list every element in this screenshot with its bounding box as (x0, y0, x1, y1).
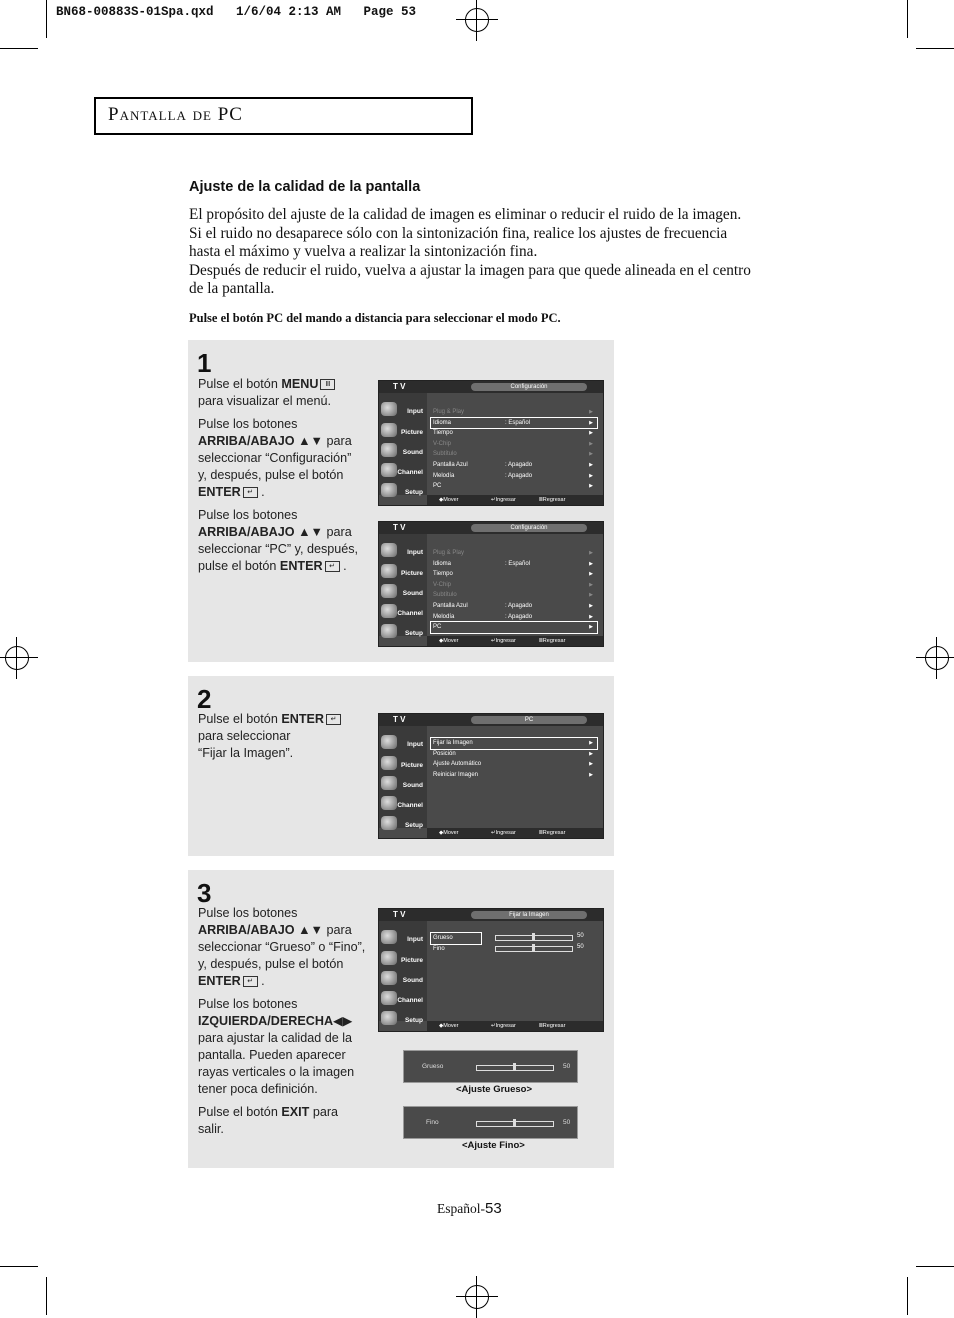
osd-side-item[interactable] (381, 775, 425, 793)
osd-menu-title: PC (471, 716, 587, 724)
osd-side-label: Setup (404, 1017, 423, 1024)
chevron-right-icon: ▶ (589, 740, 593, 746)
move-hint: ◆ Mover (439, 497, 459, 503)
osd-menu-item[interactable] (431, 749, 597, 760)
osd-item-label: Idioma (433, 419, 452, 426)
slider-knob[interactable] (513, 1063, 516, 1071)
osd-menu-item[interactable] (431, 933, 481, 944)
setup-icon (381, 483, 397, 497)
enter-icon: ↵ (326, 714, 341, 725)
enter-key: ENTER (281, 712, 325, 726)
text: pantalla. Pueden aparecer (198, 1048, 346, 1062)
input-icon (381, 402, 397, 416)
chevron-right-icon: ▶ (589, 771, 593, 778)
osd-item-label: Plug & Play (433, 550, 465, 556)
osd-side-label: Input (407, 741, 423, 748)
return-label: Regresar (542, 1023, 566, 1029)
fine-adjust-osd (403, 1106, 578, 1139)
fine-value: 50 (577, 944, 584, 950)
enter-hint: ↵ Ingresar (491, 1023, 516, 1029)
osd-side-label: Picture (400, 429, 423, 436)
enter-icon: ↵ (243, 487, 258, 498)
move-label: Mover (443, 1023, 459, 1029)
osd-menu-list (431, 933, 597, 954)
osd-side-item[interactable] (381, 462, 425, 480)
osd-footer (427, 1021, 603, 1031)
intro-line: El propósito del ajuste de la calidad de imagen es eliminar o reducir el ruido de la imagen. (189, 206, 742, 223)
text: rayas verticales o la imagen (198, 1065, 355, 1079)
move-label: Mover (443, 497, 459, 503)
tv-osd-screen (378, 908, 604, 1032)
return-label: Regresar (542, 638, 566, 644)
osd-side-item[interactable] (381, 442, 425, 460)
enter-icon: ↵ (325, 561, 340, 572)
osd-side-item[interactable] (381, 583, 425, 601)
return-hint: Ⅲ Regresar (539, 638, 566, 644)
chevron-right-icon: ▶ (589, 461, 593, 468)
osd-side-label: Picture (400, 762, 423, 769)
move-hint: ◆ Mover (439, 638, 459, 644)
coarse-slider[interactable] (476, 1065, 554, 1071)
osd-menu-item[interactable] (431, 590, 597, 601)
text: Pulse los botones (198, 997, 298, 1011)
section-title: Pantalla de PC (108, 104, 243, 125)
osd-titlebar (379, 381, 603, 393)
text: seleccionar “PC” y, después, (198, 542, 359, 556)
osd-menu-item[interactable] (431, 580, 597, 591)
text: para (326, 923, 352, 937)
osd-side-item[interactable] (381, 929, 425, 947)
osd-menu-list (431, 738, 597, 780)
text: para visualizar el menú. (198, 394, 331, 408)
text: para (326, 525, 352, 539)
sound-icon (381, 443, 397, 457)
crop-mark (907, 0, 908, 38)
osd-item-label: Grueso (433, 935, 453, 941)
fine-value: 50 (563, 1119, 571, 1126)
osd-item-label: PC (433, 483, 442, 490)
osd-side-label: Sound (402, 590, 423, 597)
osd-side-label: Input (407, 936, 423, 943)
osd-side-item[interactable] (381, 401, 425, 419)
coarse-adjust-osd (403, 1050, 578, 1083)
osd-menu-item[interactable] (431, 428, 597, 439)
text: Pulse los botones (198, 417, 298, 431)
osd-side-item[interactable] (381, 815, 425, 833)
picture-icon (381, 756, 397, 770)
picture-icon (381, 564, 397, 578)
osd-side-item[interactable] (381, 990, 425, 1008)
crop-mark (907, 1277, 908, 1315)
return-hint: Ⅲ Regresar (539, 497, 566, 503)
osd-item-value: : Apagado (505, 461, 533, 468)
osd-tv-label: T V (393, 910, 406, 919)
osd-item-label: Reiniciar Imagen (433, 771, 479, 778)
osd-side-item[interactable] (381, 1010, 425, 1028)
chevron-right-icon: ▶ (589, 602, 593, 609)
registration-mark (5, 646, 29, 670)
chevron-right-icon: ▶ (589, 750, 593, 757)
osd-side-label: Setup (404, 630, 423, 637)
chevron-right-icon: ▶ (589, 624, 593, 631)
coarse-slider[interactable] (495, 935, 573, 941)
osd-menu-item[interactable] (431, 738, 597, 749)
intro-line: de la pantalla. (189, 280, 275, 298)
osd-side-item[interactable] (381, 950, 425, 968)
crop-mark (0, 1266, 38, 1267)
osd-sidebar (379, 921, 427, 1024)
crop-mark (916, 1266, 954, 1267)
osd-item-label: Melodía (433, 472, 455, 479)
osd-menu-item[interactable] (431, 407, 597, 418)
osd-item-label: Pantalla Azul (433, 602, 468, 609)
tv-osd-screen (378, 521, 604, 647)
return-hint: Ⅲ Regresar (539, 1023, 566, 1029)
crop-mark (916, 48, 954, 49)
osd-item-value: : Apagado (505, 472, 533, 479)
osd-item-label: V-Chip (433, 581, 452, 588)
osd-side-item[interactable] (381, 563, 425, 581)
osd-titlebar (379, 714, 603, 726)
tv-osd-screen (378, 713, 604, 839)
updown-arrows-icon: ▲▼ (298, 434, 323, 448)
fine-label: Fino (426, 1119, 439, 1126)
osd-side-item[interactable] (381, 542, 425, 560)
enter-key: ENTER (198, 974, 241, 988)
channel-icon (381, 991, 397, 1005)
enter-label: Ingresar (495, 1023, 516, 1029)
osd-item-label: Ajuste Automático (433, 761, 482, 768)
osd-side-item[interactable] (381, 734, 425, 752)
step-instructions (198, 711, 373, 768)
step-number: 3 (197, 878, 212, 908)
registration-mark (465, 8, 489, 32)
step-instructions: Pulse el botón MENU Ⅲ para visualizar el menú. Pulse los botones ARRIBA/ABAJO ▲▼ para seleccionar “Configuración” y, después, pulse el botón ENTER ↵ . Pulse los botones ARRIBA/ABAJO ▲▼ para seleccionar “PC” y, después, pulse el botón ENTER ↵ . (198, 377, 359, 573)
enter-hint: ↵ Ingresar (491, 497, 516, 503)
picture-icon (381, 951, 397, 965)
chevron-right-icon: ▶ (589, 483, 593, 490)
osd-item-label: Tiempo (433, 430, 453, 437)
setup-icon (381, 1011, 397, 1025)
osd-side-label: Sound (402, 977, 423, 984)
osd-menu-item[interactable] (431, 569, 597, 580)
step-instructions: Pulse los botones ARRIBA/ABAJO ▲▼ para seleccionar “Grueso” o “Fino”, y, después, pulse el botón ENTER ↵ . Pulse los botones IZQUIERDA/DERECHA◀▶ para ajustar la calidad de la pantalla. Pueden aparecer rayas verticales o la imagen tener poca definición. Pulse el botón EXIT para salir. (198, 906, 366, 1136)
chevron-right-icon: ▶ (589, 613, 593, 620)
crop-mark (46, 0, 47, 38)
osd-item-value: : Español (505, 560, 531, 567)
enter-hint: ↵ Ingresar (491, 638, 516, 644)
coarse-caption: <Ajuste Grueso> (456, 1084, 533, 1095)
return-hint: Ⅲ Regresar (539, 830, 566, 836)
text: Pulse el botón (198, 377, 282, 391)
chevron-right-icon: ▶ (589, 409, 593, 415)
chevron-right-icon: ▶ (589, 761, 593, 768)
osd-item-label: Tiempo (433, 571, 453, 578)
footer-language: Español- (437, 1201, 485, 1216)
osd-side-item[interactable] (381, 970, 425, 988)
coarse-value: 50 (577, 933, 584, 939)
text: seleccionar “Grueso” o “Fino”, (198, 940, 366, 954)
osd-item-label: Posición (433, 750, 456, 757)
text: Pulse el botón (198, 1105, 282, 1119)
coarse-label: Grueso (422, 1063, 444, 1070)
osd-item-label: Fijar la Imagen (433, 740, 473, 746)
osd-sidebar (379, 393, 427, 495)
osd-side-item[interactable] (381, 482, 425, 500)
osd-item-label: V-Chip (433, 440, 452, 447)
osd-sidebar (379, 534, 427, 636)
registration-mark (465, 1285, 489, 1309)
osd-item-label: Subtítulo (433, 451, 457, 458)
osd-menu-title: Configuración (471, 524, 587, 532)
osd-menu-item[interactable] (431, 449, 597, 460)
chevron-right-icon: ▶ (589, 592, 593, 599)
exit-key: EXIT (281, 1105, 310, 1119)
chevron-right-icon: ▶ (589, 472, 593, 479)
return-label: Regresar (542, 830, 566, 836)
bold-note: Pulse el botón PC del mando a distancia para seleccionar el modo PC. (189, 311, 561, 325)
osd-item-label: PC (433, 624, 442, 631)
page-number: 53 (485, 1200, 502, 1217)
text: “Fijar la Imagen”. (198, 746, 294, 760)
menu-icon: Ⅲ (320, 379, 335, 390)
page-heading: Ajuste de la calidad de la pantalla (189, 179, 421, 195)
osd-item-label: Idioma (433, 560, 452, 567)
osd-menu-item[interactable] (431, 601, 597, 612)
osd-item-label: Fino (433, 945, 445, 952)
step-number: 2 (197, 684, 212, 714)
crop-mark (0, 48, 38, 49)
channel-icon (381, 463, 397, 477)
text: para seleccionar (198, 729, 291, 743)
osd-side-label: Channel (397, 802, 423, 809)
osd-side-label: Channel (397, 469, 423, 476)
channel-icon (381, 604, 397, 618)
text: para (309, 1105, 339, 1119)
slider-knob[interactable] (532, 933, 535, 941)
osd-item-label: Pantalla Azul (433, 461, 468, 468)
osd-side-label: Picture (400, 957, 423, 964)
picture-icon (381, 423, 397, 437)
osd-footer (427, 828, 603, 838)
chevron-right-icon: ▶ (589, 451, 593, 458)
text: para (326, 434, 352, 448)
osd-item-value: : Apagado (505, 613, 533, 620)
menu-key: MENU (281, 377, 319, 391)
osd-side-label: Sound (402, 449, 423, 456)
sound-icon (381, 971, 397, 985)
osd-side-label: Input (407, 408, 423, 415)
channel-icon (381, 796, 397, 810)
move-label: Mover (443, 830, 459, 836)
setup-icon (381, 816, 397, 830)
updown-key: ARRIBA/ABAJO (198, 923, 295, 937)
leftright-key: IZQUIERDA/DERECHA (198, 1014, 334, 1028)
enter-label: Ingresar (495, 638, 516, 644)
fine-caption: <Ajuste Fino> (462, 1140, 525, 1151)
text: pulse el botón (198, 559, 280, 573)
chevron-right-icon: ▶ (589, 581, 593, 588)
osd-menu-item[interactable] (431, 612, 597, 623)
osd-menu-item[interactable] (431, 439, 597, 450)
osd-menu-item[interactable] (431, 418, 597, 429)
return-label: Regresar (542, 497, 566, 503)
osd-side-label: Setup (404, 822, 423, 829)
updown-key: ARRIBA/ABAJO (198, 434, 295, 448)
osd-menu-item[interactable] (431, 481, 597, 492)
move-hint: ◆ Mover (439, 830, 459, 836)
osd-side-item[interactable] (381, 623, 425, 641)
slider-knob[interactable] (513, 1119, 516, 1127)
osd-side-label: Setup (404, 489, 423, 496)
fine-slider[interactable] (495, 946, 573, 952)
osd-item-value: : Apagado (505, 602, 533, 609)
osd-menu-item[interactable] (431, 471, 597, 482)
text: tener poca definición. (198, 1082, 318, 1096)
step-number: 1 (197, 348, 212, 378)
osd-side-item[interactable] (381, 795, 425, 813)
osd-menu-title: Configuración (471, 383, 587, 391)
chevron-right-icon: ▶ (589, 560, 593, 567)
osd-menu-list (431, 548, 597, 633)
registration-mark (925, 646, 949, 670)
osd-menu-item[interactable] (431, 759, 597, 770)
osd-footer (427, 495, 603, 505)
osd-item-label: Subtítulo (433, 592, 457, 599)
updown-key: ARRIBA/ABAJO (198, 525, 295, 539)
osd-menu-item[interactable] (431, 548, 597, 559)
enter-label: Ingresar (495, 497, 516, 503)
osd-side-item[interactable] (381, 603, 425, 621)
intro-line: hasta el máximo y vuelva a realizar la sintonización fina. (189, 243, 538, 261)
osd-menu-item[interactable] (431, 460, 597, 471)
updown-arrows-icon: ▲▼ (298, 923, 323, 937)
enter-key: ENTER (279, 559, 323, 573)
input-icon (381, 930, 397, 944)
fine-slider[interactable] (476, 1121, 554, 1127)
osd-menu-item[interactable] (431, 559, 597, 570)
move-hint: ◆ Mover (439, 1023, 459, 1029)
input-icon (381, 735, 397, 749)
text: salir. (198, 1122, 224, 1136)
setup-icon (381, 624, 397, 638)
updown-arrows-icon: ▲▼ (298, 525, 323, 539)
osd-side-label: Channel (397, 997, 423, 1004)
osd-side-label: Picture (400, 570, 423, 577)
enter-icon: ↵ (243, 976, 258, 987)
input-icon (381, 543, 397, 557)
enter-hint: ↵ Ingresar (491, 830, 516, 836)
page-footer (437, 1200, 502, 1217)
osd-menu-item[interactable] (431, 770, 597, 781)
text: seleccionar “Configuración” (198, 451, 352, 465)
intro-line: Si el ruido no desaparece sólo con la sintonización fina, realice los ajustes de frecuencia (189, 224, 728, 242)
intro-paragraph (189, 206, 829, 299)
leftright-arrows-icon: ◀▶ (333, 1014, 353, 1028)
text: y, después, pulse el botón (198, 957, 344, 971)
coarse-value: 50 (563, 1063, 571, 1070)
osd-tv-label: T V (393, 715, 406, 724)
chevron-right-icon: ▶ (589, 440, 593, 447)
intro-line: Después de reducir el ruido, vuelva a ajustar la imagen para que quede alineada en el centro (189, 261, 751, 279)
chevron-right-icon: ▶ (589, 550, 593, 556)
osd-sidebar (379, 726, 427, 828)
osd-titlebar (379, 522, 603, 534)
osd-tv-label: T V (393, 523, 406, 532)
sound-icon (381, 584, 397, 598)
osd-side-label: Input (407, 549, 423, 556)
osd-tv-label: T V (393, 382, 406, 391)
crop-mark (46, 1277, 47, 1315)
osd-footer (427, 636, 603, 646)
osd-titlebar (379, 909, 603, 921)
osd-side-item[interactable] (381, 755, 425, 773)
print-slug: BN68-00883S-01Spa.qxd 1/6/04 2:13 AM Page 53 (56, 5, 417, 19)
osd-item-label: Melodía (433, 613, 455, 620)
text: para ajustar la calidad de la (198, 1031, 353, 1045)
chevron-right-icon: ▶ (589, 430, 593, 437)
sound-icon (381, 776, 397, 790)
osd-item-value: : Español (505, 419, 531, 426)
osd-item-label: Plug & Play (433, 409, 465, 415)
move-label: Mover (443, 638, 459, 644)
osd-menu-list (431, 407, 597, 492)
osd-menu-item[interactable] (431, 622, 597, 633)
text: Pulse los botones (198, 906, 298, 920)
chevron-right-icon: ▶ (589, 419, 593, 426)
osd-side-item[interactable] (381, 422, 425, 440)
slider-knob[interactable] (532, 944, 535, 952)
osd-side-label: Channel (397, 610, 423, 617)
enter-key: ENTER (198, 485, 241, 499)
text: Pulse los botones (198, 508, 298, 522)
osd-menu-title: Fijar la Imagen (471, 911, 587, 919)
text: Pulse el botón (198, 712, 282, 726)
text: y, después, pulse el botón (198, 468, 344, 482)
osd-side-label: Sound (402, 782, 423, 789)
enter-label: Ingresar (495, 830, 516, 836)
tv-osd-screen (378, 380, 604, 506)
chevron-right-icon: ▶ (589, 571, 593, 578)
